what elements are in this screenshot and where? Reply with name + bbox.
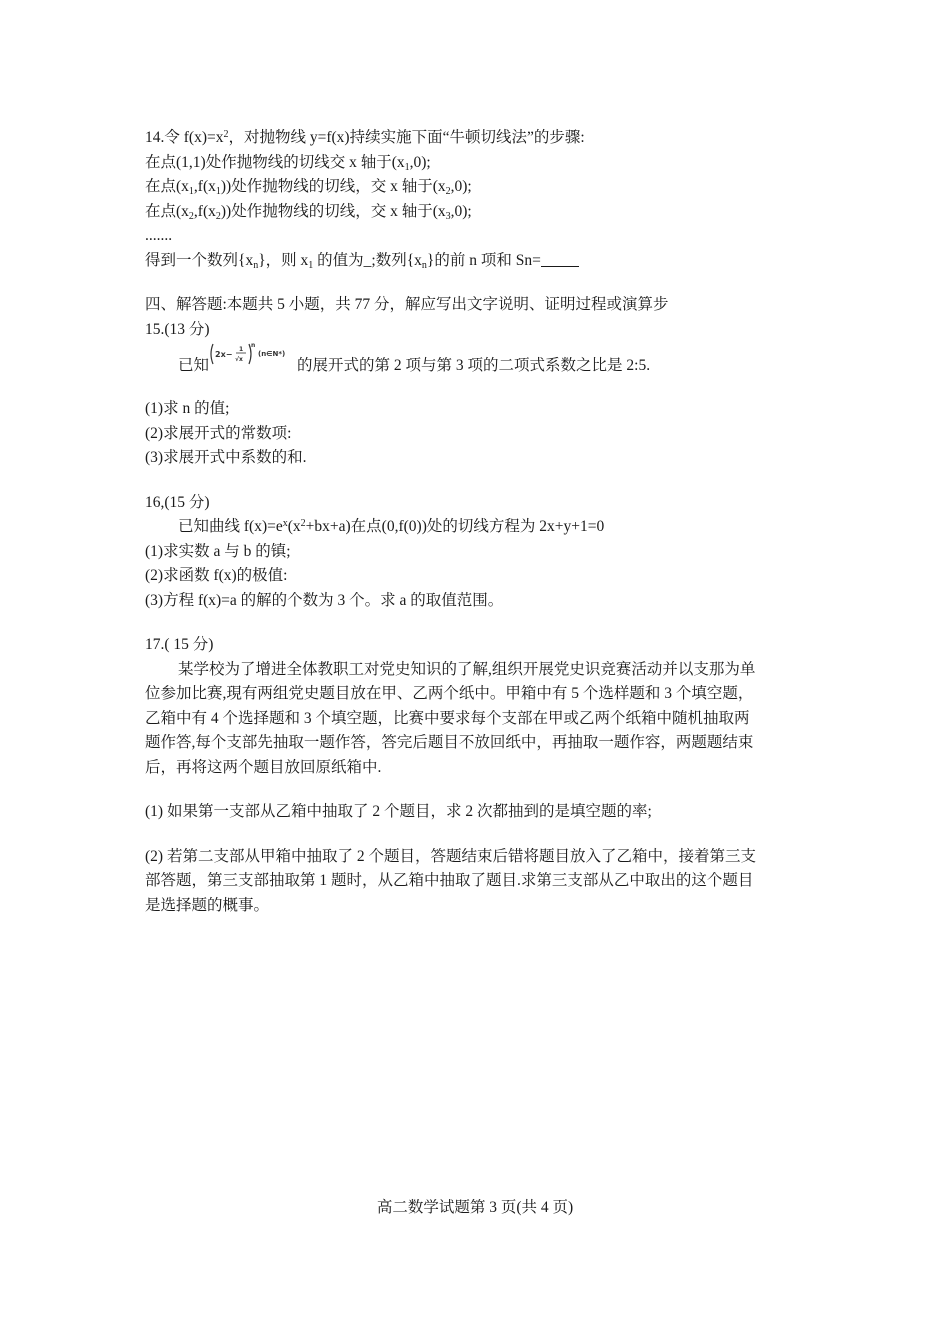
formula-frac-num: 1: [239, 346, 244, 353]
q14-sub: 2: [188, 210, 194, 222]
q16-text: (x: [287, 518, 301, 535]
q17-head: 17.( 15 分): [145, 636, 214, 653]
q14-sup: 2: [223, 129, 229, 140]
q17-part-2-line-1: (2) 若第二支部从甲箱中抽取了 2 个题目，答题结束后错将题目放入了乙箱中，接着第三支: [145, 847, 756, 865]
q15-stem-suffix: 的展开式的第 2 项与第 3 项的二项式系数之比是 2:5.: [297, 357, 651, 374]
q14-sub: 2: [215, 210, 221, 222]
q14-text: ,f(x: [193, 178, 216, 195]
q14-sub: 1: [188, 186, 194, 197]
q14-text: 的值为_;数列{x: [313, 251, 422, 269]
q15-item-3: (3)求展开式中系数的和.: [145, 449, 307, 466]
q14-dots: .......: [145, 227, 173, 244]
q16-text: +bx+a)在点(0,f(0))处的切线方程为 2x+y+1=0: [305, 518, 605, 535]
q14-text: ,0);: [409, 153, 431, 171]
binomial-formula-image: [209, 342, 297, 372]
q14-sub: n: [253, 259, 259, 271]
q17-para-line-4: 题作答,每个支部先抽取一题作答，答完后题目不放回纸中，再抽取一题作容，两题题结束: [145, 734, 754, 751]
section-4-header: 四、解答题:本题共 5 小题，共 77 分，解应写出文字说明、证明过程或演算步: [145, 296, 669, 313]
q14-text: }的前 n 项和 Sn=: [426, 251, 541, 269]
q14-line-3: [145, 175, 810, 200]
q14-text: ,f(x: [193, 202, 216, 220]
q14-text: ,0);: [450, 202, 472, 220]
formula-exponent: n: [251, 342, 256, 349]
q16-item-2: (2)求函数 f(x)的极值:: [145, 567, 288, 584]
q16-stem: [145, 515, 810, 540]
q16-text: 已知曲线 f(x)=e: [178, 518, 283, 535]
q14-text: 得到一个数列{x: [145, 251, 254, 269]
q15-stem-prefix: 已知: [178, 357, 210, 374]
q14-text: 在点(x: [145, 178, 189, 195]
formula-condition: (n∈N*): [258, 350, 286, 358]
q14-text: ))处作抛物线的切线，交 x 轴于(x: [220, 178, 446, 195]
formula-frac-den: √x: [235, 356, 243, 363]
q17-para-line-1: 某学校为了增进全体教职工对党史知识的了解,组织开展党史识竞赛活动并以支那为单: [178, 660, 756, 678]
q14-sub: 2: [445, 186, 451, 197]
q16-sup: x: [282, 518, 288, 529]
q14-sub: 1: [404, 161, 410, 173]
q14-text: 14.令 f(x)=x: [145, 129, 224, 146]
q14-sub: 1: [308, 259, 314, 271]
q16-sup: 2: [300, 518, 306, 529]
q14-line-1: [145, 126, 810, 151]
q14-text: }，则 x: [258, 251, 309, 269]
formula-base: 2x−: [215, 350, 233, 359]
q17-para-line-5: 后，再将这两个题目放回原纸箱中.: [145, 758, 382, 776]
page-footer: 高二数学试题第 3 页(共 4 页): [376, 1199, 574, 1216]
q14-text: ，对抛物线 y=f(x)持续实施下面“牛顿切线法”的步骤:: [228, 129, 585, 146]
q17-para-line-2: 位参加比赛,現有两组党史题目放在甲、乙两个纸中。甲箱中有 5 个选样题和 3 个填空题，: [145, 685, 754, 702]
q15-item-2: (2)求展开式的常数项:: [145, 424, 292, 442]
exam-page-content: [145, 126, 810, 918]
q17-part-2-line-2: 部答题，第三支部抽取第 1 题时，从乙箱中抽取了题目.求第三支部从乙中取出的这个题目: [145, 872, 754, 889]
q14-line-6: [145, 249, 810, 274]
q14-sub: 1: [215, 186, 221, 197]
q16-item-1: (1)求实数 a 与 b 的镇;: [145, 542, 291, 560]
q14-line-4: [145, 200, 810, 225]
q15-item-1: (1)求 n 的值;: [145, 400, 230, 417]
q17-para-line-3: 乙箱中有 4 个选择题和 3 个填空题，比赛中要求每个支部在甲或乙两个纸箱中随机抽取两: [145, 709, 750, 727]
q14-text: ,0);: [450, 178, 472, 195]
q14-sub: n: [421, 259, 427, 271]
q17-part-1: (1) 如果第一支部从乙箱中抽取了 2 个题目，求 2 次都抽到的是填空题的率;: [145, 803, 652, 820]
q14-text: ))处作抛物线的切线，交 x 轴于(x: [220, 202, 446, 220]
q14-text: 在点(x: [145, 202, 189, 220]
q14-line-2: [145, 151, 810, 176]
q17-part-2-line-3: 是选择题的概事。: [145, 896, 270, 914]
q16-head: 16,(15 分): [145, 493, 210, 511]
q14-sub: 3: [445, 210, 451, 222]
q15-head: 15.(13 分): [145, 320, 210, 338]
answer-blank: [541, 252, 579, 267]
q14-text: 在点(1,1)处作抛物线的切线交 x 轴于(x: [145, 153, 405, 171]
q16-item-3: (3)方程 f(x)=a 的解的个数为 3 个。求 a 的取值范围。: [145, 591, 504, 609]
q15-stem: [145, 342, 810, 383]
